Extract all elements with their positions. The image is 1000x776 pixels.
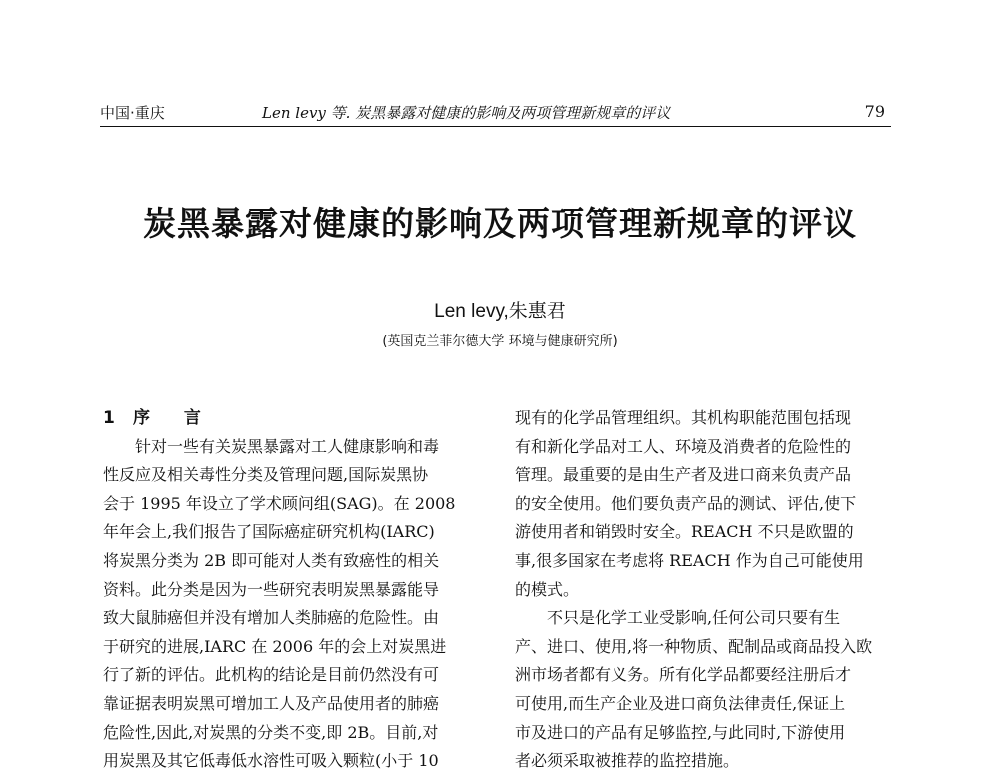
page-number: 79	[864, 102, 885, 121]
text-line: 性反应及相关毒性分类及管理问题,国际炭黑协	[103, 465, 429, 485]
text-line: 用炭黑及其它低毒低水溶性可吸入颗粒(小于 10	[103, 751, 439, 771]
text-line: 年年会上,我们报告了国际癌症研究机构(IARC)	[103, 522, 435, 542]
authors: Len levy,朱惠君	[434, 301, 566, 322]
text-line: 不只是化学工业受影响,任何公司只要有生	[515, 608, 841, 628]
text-line: 致大鼠肺癌但并没有增加人类肺癌的危险性。由	[103, 608, 440, 628]
header-rule	[100, 126, 891, 127]
text-line: 可使用,而生产企业及进口商负法律责任,保证上	[515, 693, 846, 713]
text-line: 针对一些有关炭黑暴露对工人健康影响和毒	[103, 436, 440, 456]
header-running-title: Len levy 等. 炭黑暴露对健康的影响及两项管理新规章的评议	[262, 104, 671, 122]
header-location: 中国·重庆	[100, 104, 165, 122]
running-header	[100, 102, 885, 124]
text-line: 现有的化学品管理组织。其机构职能范围包括现	[515, 408, 852, 427]
text-line: 市及进口的产品有足够监控,与此同时,下游使用	[515, 722, 846, 742]
text-line: 游使用者和销毁时安全。REACH 不只是欧盟的	[515, 522, 854, 542]
text-line: 靠证据表明炭黑可增加工人及产品使用者的肺癌	[103, 693, 440, 713]
text-line: 有和新化学品对工人、环境及消费者的危险性的	[515, 436, 852, 456]
text-line: 产、进口、使用,将一种物质、配制品或商品投入欧	[515, 636, 873, 656]
text-line: 于研究的进展,IARC 在 2006 年的会上对炭黑进	[103, 636, 447, 656]
right-column	[515, 404, 905, 776]
text-line: 洲市场者都有义务。所有化学品都要经注册后才	[515, 665, 852, 685]
section-number: 1	[103, 408, 115, 428]
text-line: 者必须采取被推荐的监控措施。	[515, 751, 740, 771]
text-line: 的安全使用。他们要负责产品的测试、评估,使下	[515, 493, 857, 513]
text-line: 管理。最重要的是由生产者及进口商来负责产品	[515, 465, 852, 485]
paper-title: 炭黑暴露对健康的影响及两项管理新规章的评议	[143, 204, 857, 243]
text-line: 的模式。	[515, 579, 580, 599]
text-line: 会于 1995 年设立了学术顾问组(SAG)。在 2008	[103, 493, 456, 513]
text-line: 资料。此分类是因为一些研究表明炭黑暴露能导	[103, 579, 440, 599]
affiliation: (英国克兰菲尔德大学 环境与健康研究所)	[382, 334, 618, 349]
text-line: 事,很多国家在考虑将 REACH 作为自己可能使用	[515, 550, 864, 570]
section-title: 序 言	[133, 408, 215, 428]
text-line: 将炭黑分类为 2B 即可能对人类有致癌性的相关	[103, 550, 440, 570]
text-line: 行了新的评估。此机构的结论是目前仍然没有可	[103, 665, 440, 685]
text-line: 危险性,因此,对炭黑的分类不变,即 2B。目前,对	[103, 722, 439, 742]
left-column	[103, 404, 488, 776]
section-heading	[103, 404, 488, 433]
